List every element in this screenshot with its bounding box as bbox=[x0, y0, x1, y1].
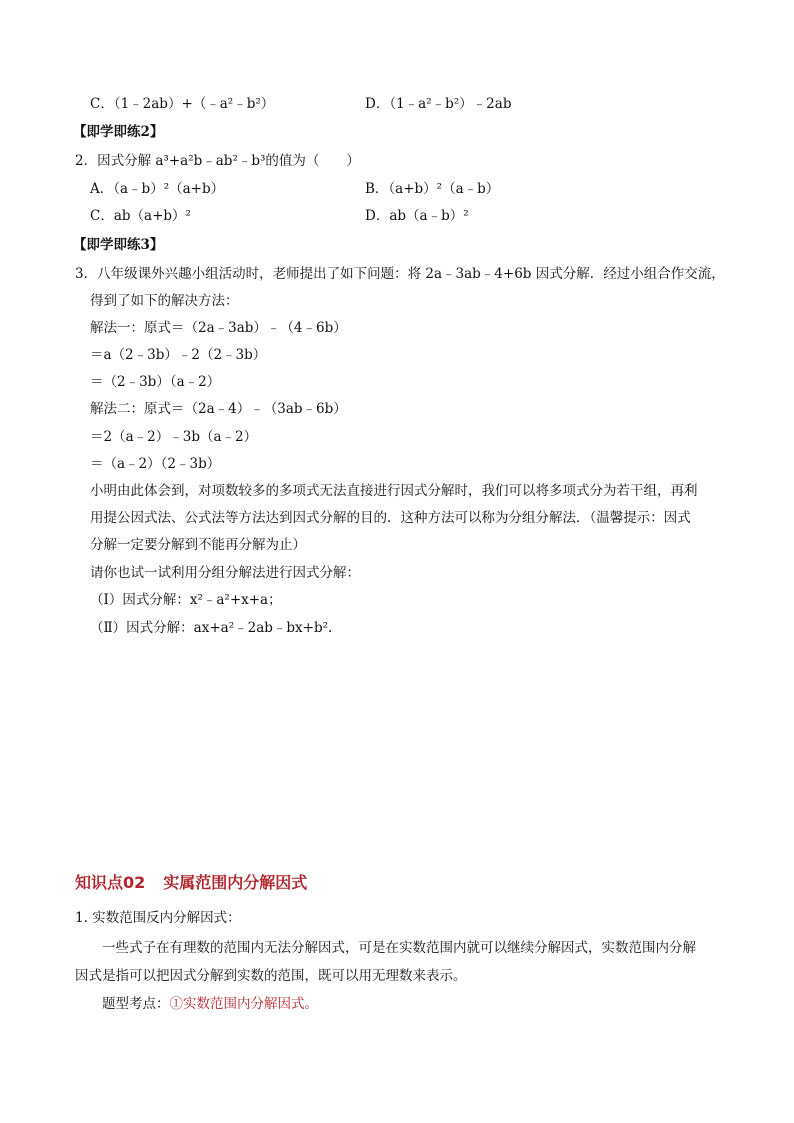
q2-stem: 2．因式分解 a³+a²b﹣ab²﹣b³的值为（ ） bbox=[75, 153, 360, 169]
q3-line: 解法一：原式＝（2a﹣3ab）﹣（4﹣6b） bbox=[90, 320, 347, 336]
q3-line: ＝（a﹣2）（2﹣3b） bbox=[90, 456, 221, 472]
q3-line: ＝2（a﹣2）﹣3b（a﹣2） bbox=[90, 429, 258, 445]
body-paragraph-line: 一些式子在有理数的范围内无法分解因式，可是在实数范围内就可以继续分解因式，实数范围内分解 bbox=[102, 940, 696, 956]
q3-line: 解法二：原式＝（2a﹣4）﹣（3ab﹣6b） bbox=[90, 401, 347, 417]
topic-note-prefix: 题型考点： bbox=[102, 996, 170, 1012]
q3-line: 得到了如下的解决方法： bbox=[90, 293, 239, 309]
q2-option-d: D．ab（a﹣b）² bbox=[365, 208, 469, 224]
section-title-practice-2: 【即学即练2】 bbox=[73, 124, 164, 140]
section-title-practice-3: 【即学即练3】 bbox=[73, 237, 164, 253]
q3-line: ＝a（2﹣3b）﹣2（2﹣3b） bbox=[90, 347, 267, 363]
topic-note bbox=[102, 995, 318, 1013]
q3-line: 3．八年级课外兴趣小组活动时，老师提出了如下问题：将 2a﹣3ab﹣4+6b 因式分解．经过小组合作交流， bbox=[75, 266, 725, 282]
q3-part-2: （Ⅱ）因式分解：ax+a²﹣2ab﹣bx+b². bbox=[90, 620, 333, 636]
q3-line: 分解一定要分解到不能再分解为止） bbox=[90, 537, 306, 553]
q2-option-a: A．（a﹣b）²（a+b） bbox=[90, 181, 225, 197]
q3-line: 用提公因式法、公式法等方法达到因式分解的目的．这种方法可以称为分组分解法．（温馨提示：因式 bbox=[90, 510, 691, 526]
knowledge-point-heading bbox=[75, 872, 307, 894]
q3-line: ＝（2﹣3b）（a﹣2） bbox=[90, 374, 221, 390]
q2-option-c: C．ab（a+b）² bbox=[90, 208, 191, 224]
topic-note-text: ①实数范围内分解因式。 bbox=[169, 996, 318, 1012]
q3-part-1: （Ⅰ）因式分解：x²﹣a²+x+a； bbox=[90, 592, 282, 608]
q1-option-d: D．（1﹣a²﹣b²）﹣2ab bbox=[365, 96, 512, 112]
q3-line: 小明由此体会到，对项数较多的多项式无法直接进行因式分解时，我们可以将多项式分为若干组，再利 bbox=[90, 483, 698, 499]
knowledge-point-number: 知识点02 bbox=[75, 873, 146, 892]
body-paragraph-line: 因式是指可以把因式分解到实数的范围，既可以用无理数来表示。 bbox=[75, 968, 467, 984]
q3-line: 请你也试一试利用分组分解法进行因式分解： bbox=[90, 565, 360, 581]
body-item-1: 1. 实数范围反内分解因式： bbox=[75, 910, 241, 926]
q1-option-c: C．（1﹣2ab）+（﹣a²﹣b²） bbox=[90, 96, 275, 112]
q2-option-b: B．（a+b）²（a﹣b） bbox=[365, 181, 500, 197]
knowledge-point-title: 实属范围内分解因式 bbox=[163, 873, 308, 892]
